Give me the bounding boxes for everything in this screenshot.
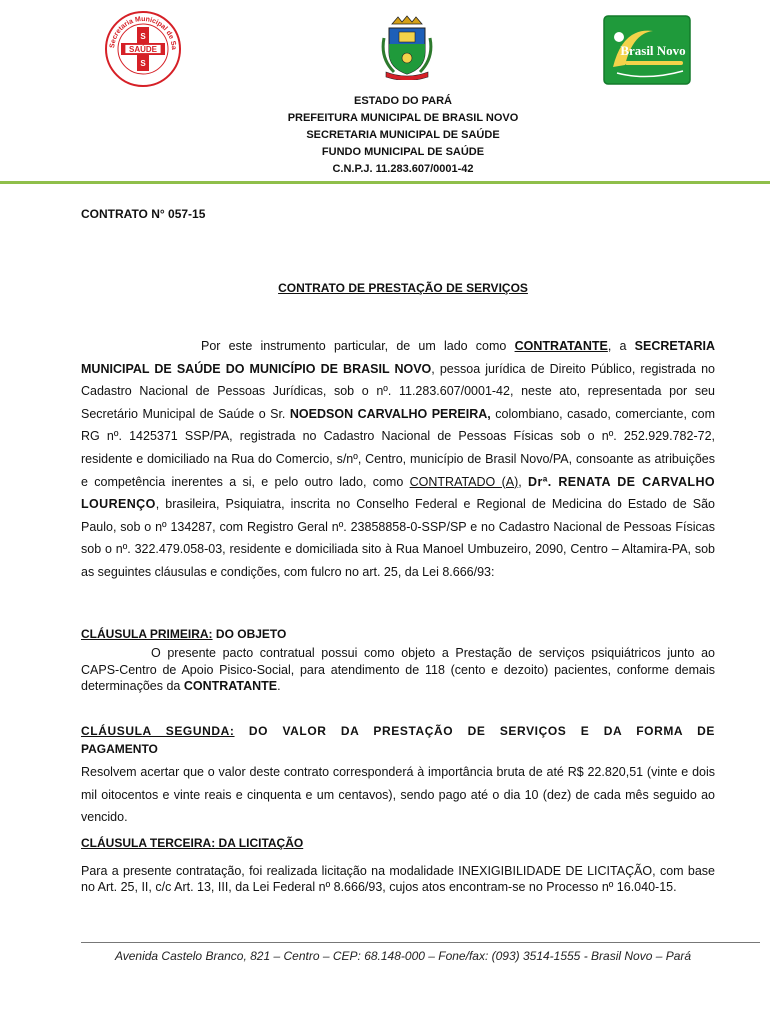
brasao-municipal-logo xyxy=(380,14,434,80)
contratante-term: CONTRATANTE xyxy=(514,339,608,353)
footer-divider xyxy=(81,942,760,943)
clause-1-text: O presente pacto contratual possui como objeto a Prestação de serviços psiquiátricos junto ao CAPS-Centro de Apoio Pisico-Social, para atendimento de 118 (cento e dezoito) pacientes, conforme demais determinações da CONTRATANTE. xyxy=(81,646,715,693)
secretaria-saude-logo xyxy=(104,10,182,88)
clause-3-text: Para a presente contratação, foi realizada licitação na modalidade INEXIGIBILIDADE DE LICITAÇÃO, com base no Art. 25, II, c/c Art. 13, III, da Lei Federal nº 8.666/93, cujos atos encontram-se no Processo nº 16.040-15. xyxy=(81,864,715,894)
header-fundo: FUNDO MUNICIPAL DE SAÚDE xyxy=(321,146,485,158)
clause-1-title: CLÁUSULA PRIMEIRA: DO OBJETO xyxy=(81,627,287,641)
svg-text:Brasil Novo: Brasil Novo xyxy=(620,43,686,58)
footer-address: Avenida Castelo Branco, 821 – Centro – CEP: 68.148-000 – Fone/fax: (093) 3514-1555 - Brasil Novo – Pará xyxy=(114,949,692,963)
header-estado: ESTADO DO PARÁ xyxy=(354,95,452,107)
header-cnpj: C.N.P.J. 11.283.607/0001-42 xyxy=(332,163,474,175)
clause-3-title: CLÁUSULA TERCEIRA: DA LICITAÇÃO xyxy=(81,836,304,850)
contract-title: CONTRATO DE PRESTAÇÃO DE SERVIÇOS xyxy=(278,281,528,295)
brasil-novo-logo xyxy=(603,15,691,85)
svg-text:Secretaria Municipal de Saúde: Secretaria Municipal de Sa xyxy=(109,15,178,50)
header-secretaria: SECRETARIA MUNICIPAL DE SAÚDE xyxy=(306,129,500,141)
header-prefeitura: PREFEITURA MUNICIPAL DE BRASIL NOVO xyxy=(287,112,519,124)
secretario-name: NOEDSON CARVALHO PEREIRA, xyxy=(289,406,491,421)
header-divider xyxy=(0,181,770,184)
document-header xyxy=(0,93,770,178)
secretaria-name: SECRETARIA MUNICIPAL DE SAÚDE DO MUNICÍPIO DE BRASIL NOVO xyxy=(81,339,715,376)
contratado-term: CONTRATADO (A) xyxy=(409,474,519,489)
svg-text:S: S xyxy=(140,59,146,68)
clause-2-title: CLÁUSULA SEGUNDA: DO VALOR DA PRESTAÇÃO DE SERVIÇOS E DA FORMA DE xyxy=(81,724,715,738)
contract-number: CONTRATO N° 057-15 xyxy=(81,207,206,221)
intro-paragraph: Por este instrumento particular, de um lado como CONTRATANTE, a SECRETARIA MUNICIPAL DE SAÚDE DO MUNICÍPIO DE BRASIL NOVO, pessoa jurídica de Direito Público, registrada no Cadastro Nacional de Pessoas Jurídicas, sob o nº. 11.283.607/0001-42, neste ato, representada por seu Secretário Municipal de Saúde o Sr. NOEDSON CARVALHO PEREIRA, colombiano, casado, comerciante, com RG nº. 1425371 SSP/PA, registrada no Cadastro Nacional de Pessoas Físicas sob o nº. 252.929.782-72, residente e domiciliado na Rua do Comercio, s/nº, Centro, município de Brasil Novo/PA, consoante as atribuições e competência inerentes a si, e pelo outro lado, como CONTRATADO (A), Drª. RENATA DE CARVALHO LOURENÇO, brasileira, Psiquiatra, inscrita no Conselho Federal e Regional de Medicina do Estado de São Paulo, sob o nº 134287, com Registro Geral nº. 23858858-0-SSP/SP e no Cadastro Nacional de Pessoas Físicas sob o nº. 322.479.058-03, residente e domiciliada sito à Rua Manoel Umbuzeiro, 2090, Centro – Altamira-PA, sob as seguintes cláusulas e condições, com fulcro no art. 25, da Lei 8.666/93: xyxy=(81,339,716,579)
contracted-doctor-name: Drª. RENATA DE CARVALHO LOURENÇO xyxy=(81,474,715,512)
svg-text:SAÚDE: SAÚDE xyxy=(128,45,158,54)
clause-2-text: Resolvem acertar que o valor deste contrato corresponderá à importância bruta de até R$ 22.820,51 (vinte e dois mil oitocentos e vinte reais e cinquenta e um centavos), sendo pago até o dia 10 (dez) de cada mês seguido ao vencido. xyxy=(81,765,715,824)
svg-text:S: S xyxy=(140,32,146,41)
clause-2-title-cont: PAGAMENTO xyxy=(81,742,158,756)
